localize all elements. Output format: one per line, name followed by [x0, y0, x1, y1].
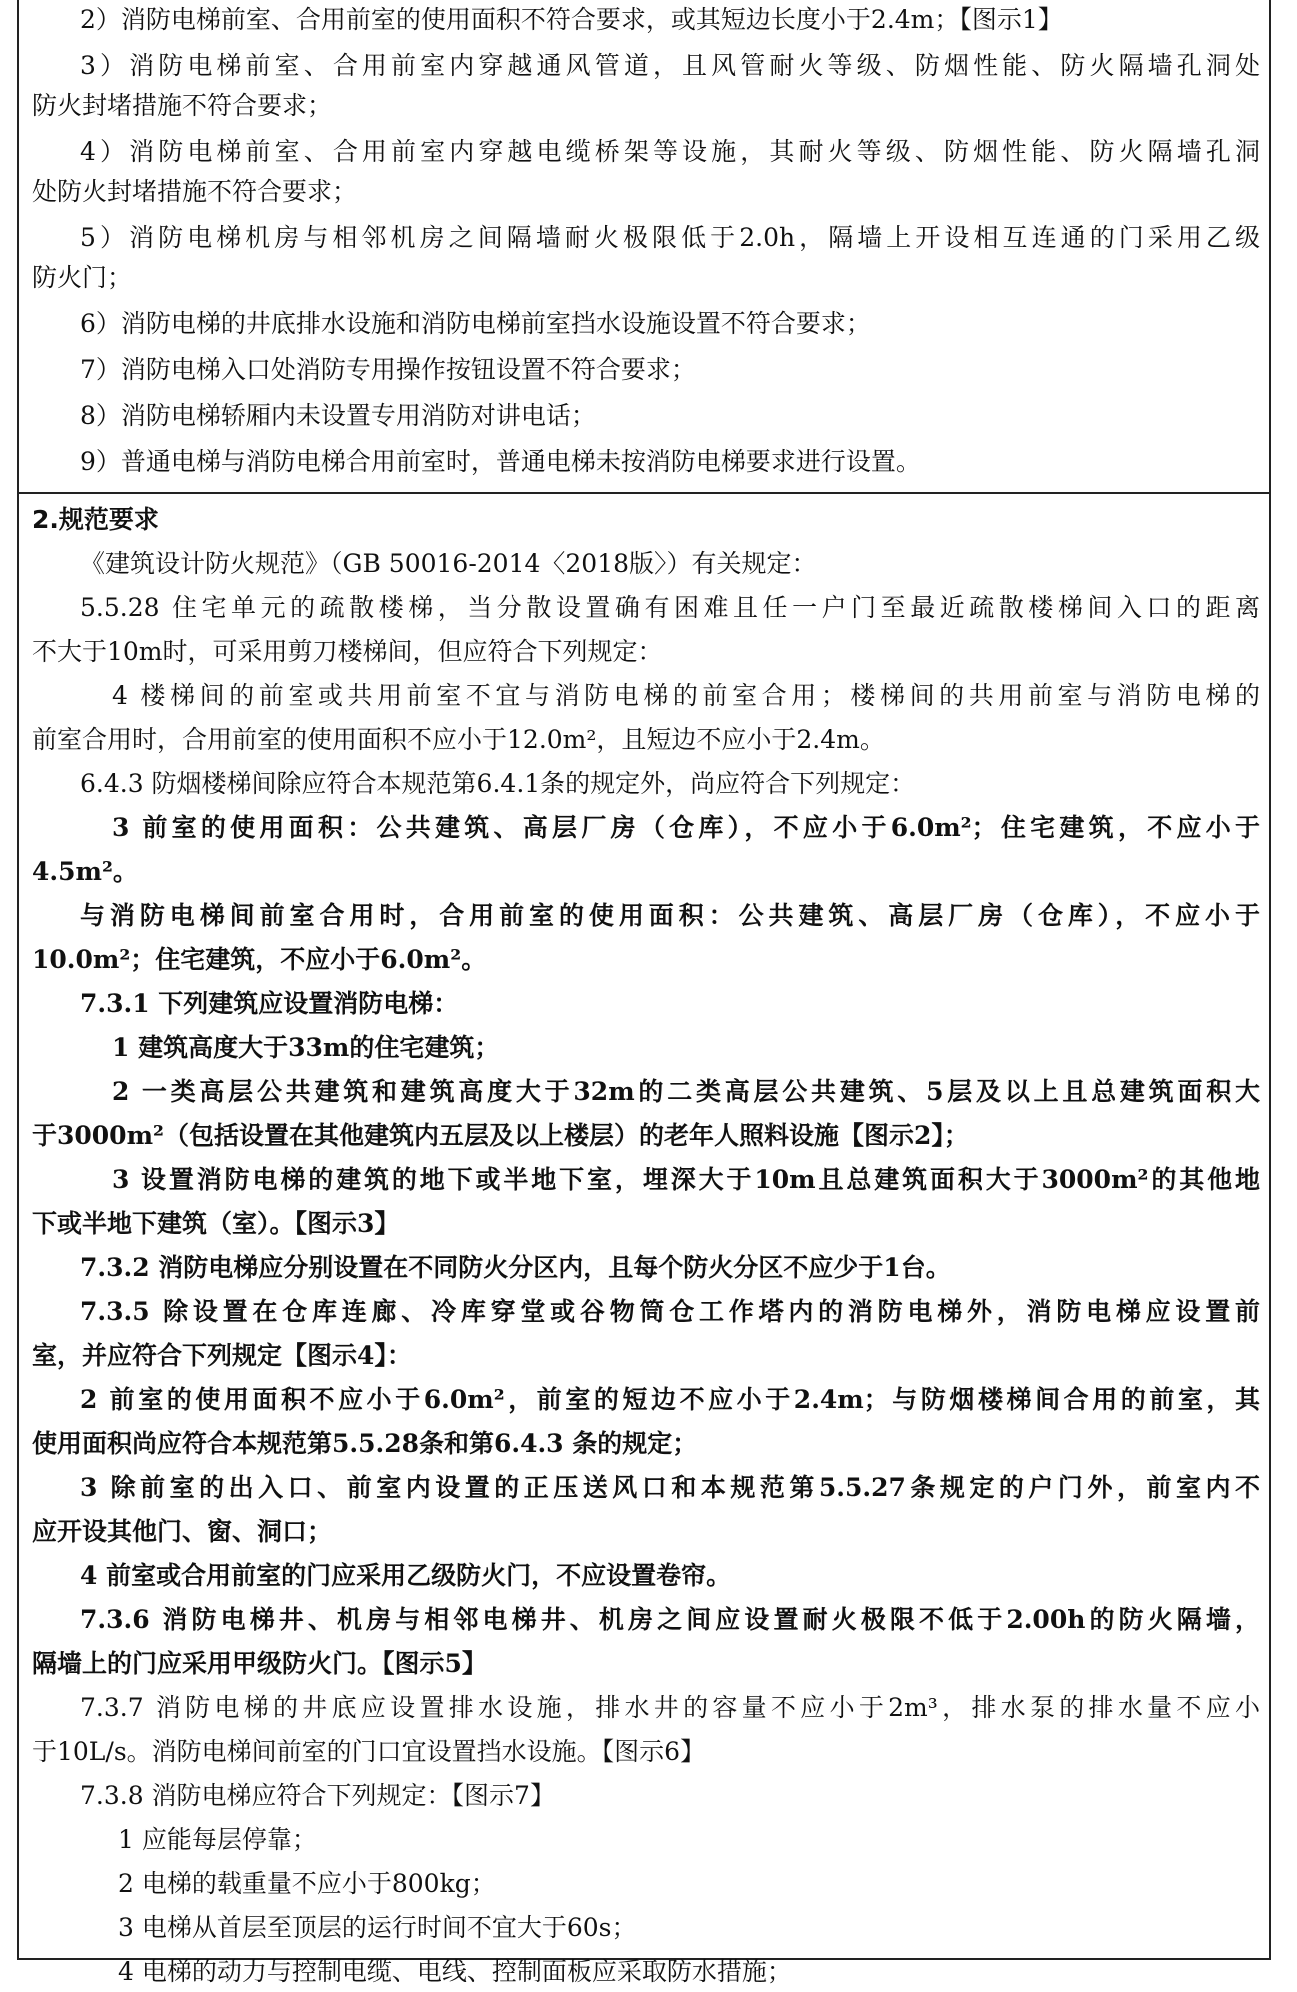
- clause-6-4-3-item3-line1: 3 前室的使用面积：公共建筑、高层厂房（仓库），不应小于6.0m²；住宅建筑，不应小于: [112, 813, 1260, 842]
- clause-7-3-8-item3: 3 电梯从首层至顶层的运行时间不宜大于60s；: [118, 1913, 637, 1942]
- clause-6-4-3-item3-line2: 4.5m²。: [32, 857, 138, 886]
- top-item-6: 6）消防电梯的井底排水设施和消防电梯前室挡水设施设置不符合要求；: [80, 309, 871, 338]
- clause-7-3-7-line1: 7.3.7 消防电梯的井底应设置排水设施，排水井的容量不应小于2m³，排水泵的排水量不应小: [80, 1693, 1260, 1722]
- section-2-heading: 2.规范要求: [32, 505, 159, 534]
- clause-7-3-2: 7.3.2 消防电梯应分别设置在不同防火分区内，且每个防火分区不应少于1台。: [80, 1253, 951, 1282]
- clause-7-3-5-item4: 4 前室或合用前室的门应采用乙级防火门，不应设置卷帘。: [80, 1561, 732, 1590]
- clause-7-3-5-line2: 室，并应符合下列规定【图示4】：: [32, 1341, 412, 1370]
- top-item-4-line2: 处防火封堵措施不符合要求；: [32, 177, 358, 206]
- clause-5-5-28-line2: 不大于10m时，可采用剪刀楼梯间，但应符合下列规定：: [32, 637, 663, 666]
- top-item-3-line1: 3）消防电梯前室、合用前室内穿越通风管道，且风管耐火等级、防烟性能、防火隔墙孔洞处: [80, 51, 1260, 80]
- clause-7-3-8-item1: 1 应能每层停靠；: [118, 1825, 317, 1854]
- clause-7-3-5-item3-line2: 应开设其他门、窗、洞口；: [32, 1517, 333, 1546]
- code-reference-intro: 《建筑设计防火规范》（GB 50016-2014〈2018版〉）有关规定：: [80, 549, 817, 578]
- clause-6-4-3-combined-line1: 与消防电梯间前室合用时，合用前室的使用面积：公共建筑、高层厂房（仓库），不应小于: [80, 901, 1260, 930]
- clause-7-3-6-line1: 7.3.6 消防电梯井、机房与相邻电梯井、机房之间应设置耐火极限不低于2.00h的防火隔墙，: [80, 1605, 1260, 1634]
- clause-7-3-5-line1: 7.3.5 除设置在仓库连廊、冷库穿堂或谷物筒仓工作塔内的消防电梯外，消防电梯应设置前: [80, 1297, 1260, 1326]
- clause-6-4-3-combined-line2: 10.0m²；住宅建筑，不应小于6.0m²。: [32, 945, 487, 974]
- top-item-7: 7）消防电梯入口处消防专用操作按钮设置不符合要求；: [80, 355, 696, 384]
- clause-7-3-1-item1: 1 建筑高度大于33m的住宅建筑；: [112, 1033, 500, 1062]
- clause-5-5-28-line1: 5.5.28 住宅单元的疏散楼梯，当分散设置确有困难且任一户门至最近疏散楼梯间入口的距离: [80, 593, 1260, 622]
- clause-7-3-5-item3-line1: 3 除前室的出入口、前室内设置的正压送风口和本规范第5.5.27条规定的户门外，前室内不: [80, 1473, 1260, 1502]
- clause-7-3-5-item2-line2: 使用面积尚应符合本规范第5.5.28条和第6.4.3 条的规定；: [32, 1429, 698, 1458]
- clause-7-3-1-item3-line1: 3 设置消防电梯的建筑的地下或半地下室，埋深大于10m且总建筑面积大于3000m²的其他地: [112, 1165, 1260, 1194]
- clause-7-3-1-item2-line1: 2 一类高层公共建筑和建筑高度大于32m的二类高层公共建筑、5层及以上且总建筑面积大: [112, 1077, 1260, 1106]
- clause-7-3-6-line2: 隔墙上的门应采用甲级防火门。【图示5】: [32, 1649, 487, 1678]
- clause-5-5-28-item4-line1: 4 楼梯间的前室或共用前室不宜与消防电梯的前室合用；楼梯间的共用前室与消防电梯的: [112, 681, 1260, 710]
- top-item-3-line2: 防火封堵措施不符合要求；: [32, 91, 333, 120]
- top-item-8: 8）消防电梯轿厢内未设置专用消防对讲电话；: [80, 401, 596, 430]
- top-item-9: 9）普通电梯与消防电梯合用前室时，普通电梯未按消防电梯要求进行设置。: [80, 447, 921, 476]
- clause-6-4-3: 6.4.3 防烟楼梯间除应符合本规范第6.4.1条的规定外，尚应符合下列规定：: [80, 769, 916, 798]
- clause-7-3-1-item3-line2: 下或半地下建筑（室）。【图示3】: [32, 1209, 400, 1238]
- section-divider: [17, 492, 1271, 494]
- clause-7-3-1-item2-line2: 于3000m²（包括设置在其他建筑内五层及以上楼层）的老年人照料设施【图示2】；: [32, 1121, 969, 1150]
- clause-7-3-8: 7.3.8 消防电梯应符合下列规定：【图示7】: [80, 1781, 555, 1810]
- clause-7-3-7-line2: 于10L/s。消防电梯间前室的门口宜设置挡水设施。【图示6】: [32, 1737, 706, 1766]
- top-item-5-line1: 5）消防电梯机房与相邻机房之间隔墙耐火极限低于2.0h，隔墙上开设相互连通的门采用乙级: [80, 223, 1260, 252]
- clause-7-3-8-item4: 4 电梯的动力与控制电缆、电线、控制面板应采取防水措施；: [118, 1957, 792, 1986]
- clause-7-3-5-item2-line1: 2 前室的使用面积不应小于6.0m²，前室的短边不应小于2.4m；与防烟楼梯间合用的前室，其: [80, 1385, 1260, 1414]
- top-item-2: 2）消防电梯前室、合用前室的使用面积不符合要求，或其短边长度小于2.4m；【图示1】: [80, 5, 1063, 34]
- top-item-4-line1: 4）消防电梯前室、合用前室内穿越电缆桥架等设施，其耐火等级、防烟性能、防火隔墙孔洞: [80, 137, 1260, 166]
- top-item-5-line2: 防火门；: [32, 263, 133, 292]
- clause-7-3-8-item2: 2 电梯的载重量不应小于800kg；: [118, 1869, 496, 1898]
- clause-5-5-28-item4-line2: 前室合用时，合用前室的使用面积不应小于12.0m²，且短边不应小于2.4m。: [32, 725, 885, 754]
- clause-7-3-1: 7.3.1 下列建筑应设置消防电梯：: [80, 989, 459, 1018]
